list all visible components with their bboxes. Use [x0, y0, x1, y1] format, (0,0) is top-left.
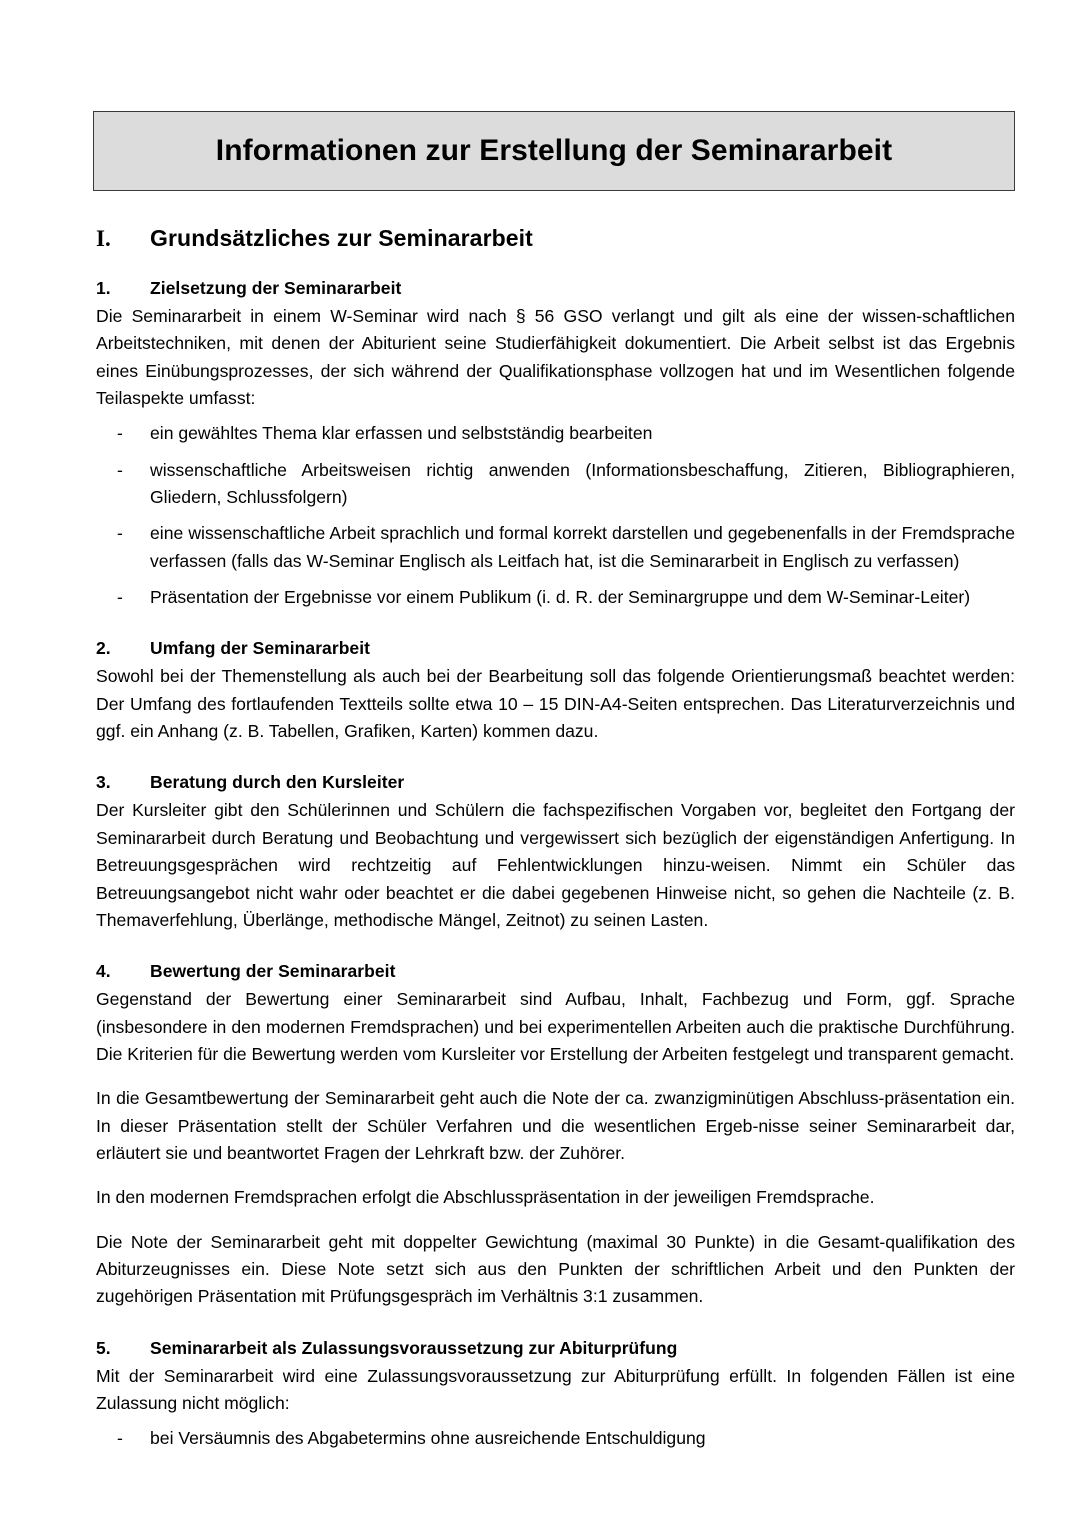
- list-item: [93, 457, 1015, 512]
- paragraph-sub2: Sowohl bei der Themenstellung als auch bei der Bearbeitung soll das folgende Orientierungsmaß beachtet werden: Der Umfang des fortlaufenden Textteils sollte etwa 10 – 15 DIN-A4-Seiten entsprechen. Das Literaturverzeichnis und ggf. ein Anhang (z. B. Tabellen, Grafiken, Karten) kommen dazu.: [96, 666, 1015, 742]
- dash-marker-icon: -: [117, 459, 123, 480]
- subsection-heading-text: Beratung durch den Kursleiter: [150, 772, 405, 793]
- paragraph-sub4-3: In den modernen Fremdsprachen erfolgt die Abschlusspräsentation in der jeweiligen Fremdsprache.: [96, 1187, 875, 1208]
- subsection-number: 4.: [96, 961, 111, 982]
- subsection-heading-text: Seminararbeit als Zulassungsvoraussetzung zur Abiturprüfung: [150, 1337, 678, 1358]
- subsection-heading-2: [96, 638, 1015, 659]
- paragraph-sub5: Mit der Seminararbeit wird eine Zulassungsvoraussetzung zur Abiturprüfung erfüllt. In folgenden Fällen ist eine Zulassung nicht möglich:: [96, 1365, 1015, 1413]
- subsection-number: 1.: [96, 278, 111, 298]
- subsection-heading-1: [96, 278, 1015, 299]
- dash-marker-icon: -: [117, 423, 123, 444]
- list-item-text: bei Versäumnis des Abgabetermins ohne ausreichende Entschuldigung: [150, 1428, 706, 1449]
- list-item-text: Präsentation der Ergebnisse vor einem Publikum (i. d. R. der Seminargruppe und dem W-Seminar-Leiter): [150, 587, 971, 608]
- bullet-list-sub5: [93, 1425, 1015, 1452]
- paragraph-sub1: Die Seminararbeit in einem W-Seminar wird nach § 56 GSO verlangt und gilt als eine der wissen-schaftlichen Arbeitstechniken, mit denen der Abiturient seine Studierfähigkeit dokumentiert. Die Arbeit selbst ist das Ergebnis eines Einübungsprozesses, der sich während der Qualifikationsphase vollzogen hat und im Wesentlichen folgende Teilaspekte umfasst:: [96, 306, 1015, 409]
- subsection-number: 2.: [96, 638, 111, 659]
- list-item: [93, 1425, 1015, 1452]
- subsection-heading-5: [96, 1338, 1015, 1359]
- list-item-text: eine wissenschaftliche Arbeit sprachlich und formal korrekt darstellen und gegebenenfalls in der Fremdsprache verfassen (falls das W-Seminar Englisch als Leitfach hat, ist die Seminararbeit in Englisch zu verfassen): [150, 523, 1015, 571]
- section-heading-roman-I: [96, 225, 1015, 252]
- paragraph-sub3: Der Kursleiter gibt den Schülerinnen und Schülern die fachspezifischen Vorgaben vor, begleitet den Fortgang der Seminararbeit durch Beratung und Beobachtung und vergewissert sich bezüglich der eigenständigen Anfertigung. In Betreuungsgesprächen wird rechtzeitig auf Fehlentwicklungen hinzu-weisen. Nimmt ein Schüler das Betreuungsangebot nicht wahr oder beachtet er die dabei gegebenen Hinweise nicht, so gehen die Nachteile (z. B. Themaverfehlung, Überlänge, methodische Mängel, Zeitnot) zu seinen Lasten.: [96, 800, 1015, 930]
- subsection-heading-text: Zielsetzung der Seminararbeit: [150, 278, 402, 298]
- dash-marker-icon: -: [117, 1428, 123, 1449]
- dash-marker-icon: -: [117, 523, 123, 544]
- subsection-heading-text: Umfang der Seminararbeit: [150, 638, 371, 659]
- subsection-heading-4: [96, 961, 1015, 982]
- paragraph-sub4-4: Die Note der Seminararbeit geht mit doppelter Gewichtung (maximal 30 Punkte) in die Gesamt-qualifikation des Abiturzeugnisses ein. Diese Note setzt sich aus den Punkten der schriftlichen Arbeit und den Punkten der zugehörigen Präsentation mit Prüfungsgespräch im Verhältnis 3:1 zusammen.: [96, 1231, 1015, 1307]
- section-heading-text: Grundsätzliches zur Seminararbeit: [150, 225, 533, 251]
- list-item: [93, 520, 1015, 575]
- document-title-banner: [93, 111, 1015, 191]
- paragraph-sub4-2: In die Gesamtbewertung der Seminararbeit geht auch die Note der ca. zwanzigminütigen Abschluss-präsentation ein. In dieser Präsentation stellt der Schüler Verfahren und die wesentlichen Ergeb-nisse seiner Seminararbeit dar, erläutert sie und beantwortet Fragen der Lehrkraft bzw. der Zuhörer.: [96, 1088, 1015, 1163]
- subsection-heading-text: Bewertung der Seminararbeit: [150, 961, 396, 982]
- subsection-heading-3: [96, 772, 1015, 793]
- dash-marker-icon: -: [117, 587, 123, 608]
- paragraph-sub4-1: Gegenstand der Bewertung einer Seminararbeit sind Aufbau, Inhalt, Fachbezug und Form, ggf. Sprache (insbesondere in den modernen Fremdsprachen) und bei experimentellen Arbeiten auch die praktische Durchführung. Die Kriterien für die Bewertung werden vom Kursleiter vor Erstellung der Arbeiten festgelegt und transparent gemacht.: [96, 989, 1015, 1064]
- bullet-list-sub1: [93, 420, 1015, 611]
- list-item: [93, 420, 1015, 447]
- list-item-text: ein gewähltes Thema klar erfassen und selbstständig bearbeiten: [150, 423, 653, 444]
- page-title: Informationen zur Erstellung der Seminararbeit: [215, 133, 893, 167]
- subsection-number: 3.: [96, 772, 111, 793]
- section-numeral: I.: [96, 226, 111, 251]
- list-item-text: wissenschaftliche Arbeitsweisen richtig anwenden (Informationsbeschaffung, Zitieren, Bibliographieren, Gliedern, Schlussfolgern): [150, 459, 1015, 508]
- list-item: [93, 584, 1015, 611]
- subsection-number: 5.: [96, 1337, 111, 1358]
